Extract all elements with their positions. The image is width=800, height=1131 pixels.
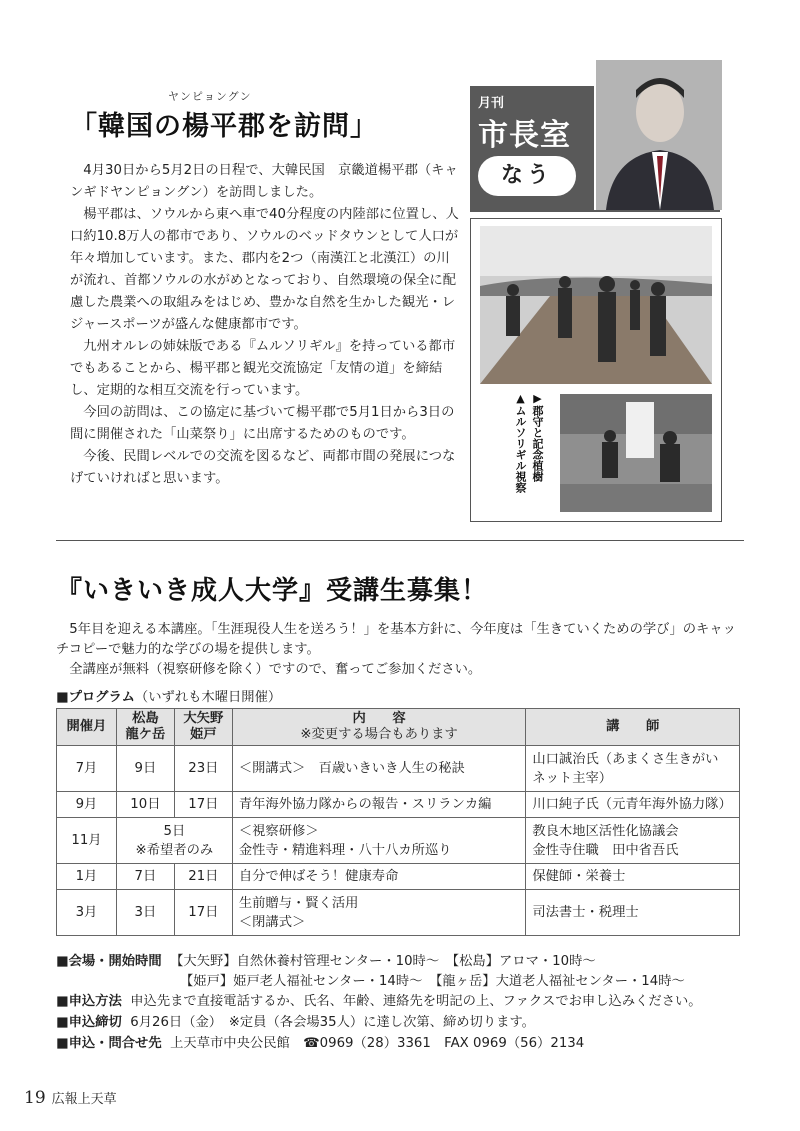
program-note: （いずれも木曜日開催） (134, 690, 282, 705)
cell-month: 3月 (57, 890, 117, 936)
lecturer-text: 山口誠治氏（あまくさ生きがい (532, 751, 719, 767)
deadline-label: ■申込締切 (56, 1015, 122, 1030)
portrait-silhouette-icon (596, 60, 722, 210)
cell-content: 青年海外協力隊からの報告・スリランカ編 (232, 792, 526, 818)
table-row (57, 792, 740, 818)
cell-content: ＜開講式＞ 百歳いきいき人生の秘訣 (232, 746, 526, 792)
cell-content (232, 890, 526, 936)
mayor-portrait-photo (594, 60, 722, 210)
table-header-row (57, 709, 740, 746)
header-note: ※変更する場合もあります (300, 727, 458, 742)
contact-info (56, 1032, 584, 1051)
header-text: 内 容 (352, 711, 406, 726)
header-month: 開催月 (57, 709, 117, 746)
venue-label: ■会場・開始時間 (56, 954, 162, 969)
cell-date2: 17日 (174, 890, 232, 936)
header-lecturer: 講 師 (526, 709, 740, 746)
walking-tour-photo (480, 226, 712, 384)
method-text: 申込先まで直接電話するか、氏名、年齢、連絡先を明記の上、ファクスでお申し込みください。 (130, 994, 702, 1009)
cell-merged-date (116, 818, 232, 864)
paragraph: 今後、民間レベルでの交流を図るなど、両都市間の発展につなげていければと思います。 (70, 449, 456, 486)
article-body-adult-college (56, 620, 746, 680)
paragraph: 今回の訪問は、この協定に基づいて楊平郡で5月1日から3日の間に開催された「山菜祭り」に出席するためのものです。 (70, 405, 455, 442)
table-row (57, 864, 740, 890)
header-oyano-himedo (174, 709, 232, 746)
cell-date1: 7日 (116, 864, 174, 890)
photo-caption (506, 392, 546, 493)
header-text: 龍ケ岳 (125, 727, 166, 742)
venue-info (56, 950, 596, 969)
paragraph: 5年目を迎える本講座。「生涯現役人生を送ろう！」を基本方針に、今年度は「生きていくための学び」のキャッチコピーで魅力的な学びの場を提供します。 (56, 622, 736, 657)
contact-text: 上天草市中央公民館 ☎0969（28）3361 FAX 0969（56）2134 (170, 1036, 585, 1051)
cell-date1: 10日 (116, 792, 174, 818)
section-divider (56, 540, 744, 541)
badge-now-bubble: なう (478, 156, 576, 196)
article-title-korea-visit: 「韓国の楊平郡を訪問」 (70, 111, 378, 142)
content-text: ＜閉講式＞ (238, 914, 306, 930)
content-text: 生前贈与・賢く活用 (238, 895, 359, 911)
contact-label: ■申込・問合せ先 (56, 1036, 162, 1051)
badge-monthly-label: 月刊 (478, 96, 505, 111)
article-body-korea-visit (70, 160, 460, 490)
lecturer-text: ネット主宰） (532, 770, 613, 786)
badge-mayor-office-label: 市長室 (478, 118, 571, 153)
caption-tree-planting: ▶郡守と記念植樹 (531, 392, 544, 482)
cell-date1: 3日 (116, 890, 174, 936)
publication-name: 広報上天草 (51, 1092, 117, 1107)
header-text: 大矢野 (183, 711, 224, 726)
cell-date2: 17日 (174, 792, 232, 818)
date-text: 5日 (163, 823, 186, 839)
content-text: 金性寺・精進料理・八十八カ所巡り (238, 842, 452, 858)
paragraph: 九州オルレの姉妹版である『ムルソリギル』を持っている都市でもあることから、楊平郡と観光交流協定「友情の道」を締結し、定期的な相互交流を行っています。 (70, 339, 456, 398)
cell-date2: 21日 (174, 864, 232, 890)
paragraph: 4月30日から5月2日の日程で、大韓民国 京畿道楊平郡（キャンギドヤンピョングン）を訪問しました。 (70, 163, 458, 200)
cell-date2: 23日 (174, 746, 232, 792)
lecturer-text: 金性寺住職 田中省吾氏 (532, 842, 679, 858)
article-title-adult-college: 『いきいき成人大学』受講生募集！ (56, 576, 489, 606)
cell-lecturer: 川口純子氏（元青年海外協力隊） (526, 792, 740, 818)
title-ruby: ヤンピョングン (168, 90, 252, 103)
program-heading: ■プログラム (56, 690, 135, 705)
application-deadline (56, 1011, 535, 1030)
paragraph: 楊平郡は、ソウルから東へ車で40分程度の内陸部に位置し、人口約10.8万人の都市であり、ソウルのベッドタウンとして人口が年々増加しています。また、郡内を2つ（南漢江と北漢江）の川が流れ、首都ソウルの水がめとなっており、自然環境の保全に配慮した農業への取組みをはじめ、豊かな自然を生かした観光・レジャースポーツが盛んな健康都市です。 (70, 207, 459, 332)
header-text: 姫戸 (190, 727, 217, 742)
program-label (56, 686, 281, 705)
paragraph: 全講座が無料（視察研修を除く）ですので、奮ってご参加ください。 (69, 662, 482, 677)
header-text: 松島 (132, 711, 159, 726)
cell-month: 11月 (57, 818, 117, 864)
cell-lecturer: 司法書士・税理士 (526, 890, 740, 936)
tree-planting-image (560, 394, 712, 512)
cell-content (232, 818, 526, 864)
group-walk-image (480, 226, 712, 384)
table-row (57, 818, 740, 864)
cell-month: 9月 (57, 792, 117, 818)
deadline-text: 6月26日（金） ※定員（各会場35人）に達し次第、締め切ります。 (130, 1015, 535, 1030)
cell-lecturer (526, 746, 740, 792)
cell-lecturer (526, 818, 740, 864)
header-content (232, 709, 526, 746)
cell-month: 1月 (57, 864, 117, 890)
venue-line1: 【大矢野】自然休養村管理センター・10時～ 【松島】アロマ・10時～ (170, 954, 596, 969)
date-note: ※希望者のみ (135, 842, 214, 858)
venue-line2: 【姫戸】姫戸老人福祉センター・14時～ 【龍ヶ岳】大道老人福祉センター・14時～ (180, 974, 685, 989)
application-method (56, 990, 702, 1009)
cell-lecturer: 保健師・栄養士 (526, 864, 740, 890)
method-label: ■申込方法 (56, 994, 122, 1009)
caption-mulsori-trail: ▲ムルソリギル視察 (514, 392, 527, 493)
content-text: ＜視察研修＞ (238, 823, 319, 839)
tree-planting-photo (560, 394, 712, 512)
cell-content: 自分で伸ばそう！健康寿命 (232, 864, 526, 890)
cell-date1: 9日 (116, 746, 174, 792)
venue-info-line2 (180, 970, 685, 989)
program-table (56, 708, 740, 936)
lecturer-text: 教良木地区活性化協議会 (532, 823, 679, 839)
cell-month: 7月 (57, 746, 117, 792)
header-matsushima-ryugatake (116, 709, 174, 746)
table-row (57, 890, 740, 936)
page-footer (24, 1088, 117, 1108)
page-number: 19 (24, 1088, 46, 1108)
table-row (57, 746, 740, 792)
